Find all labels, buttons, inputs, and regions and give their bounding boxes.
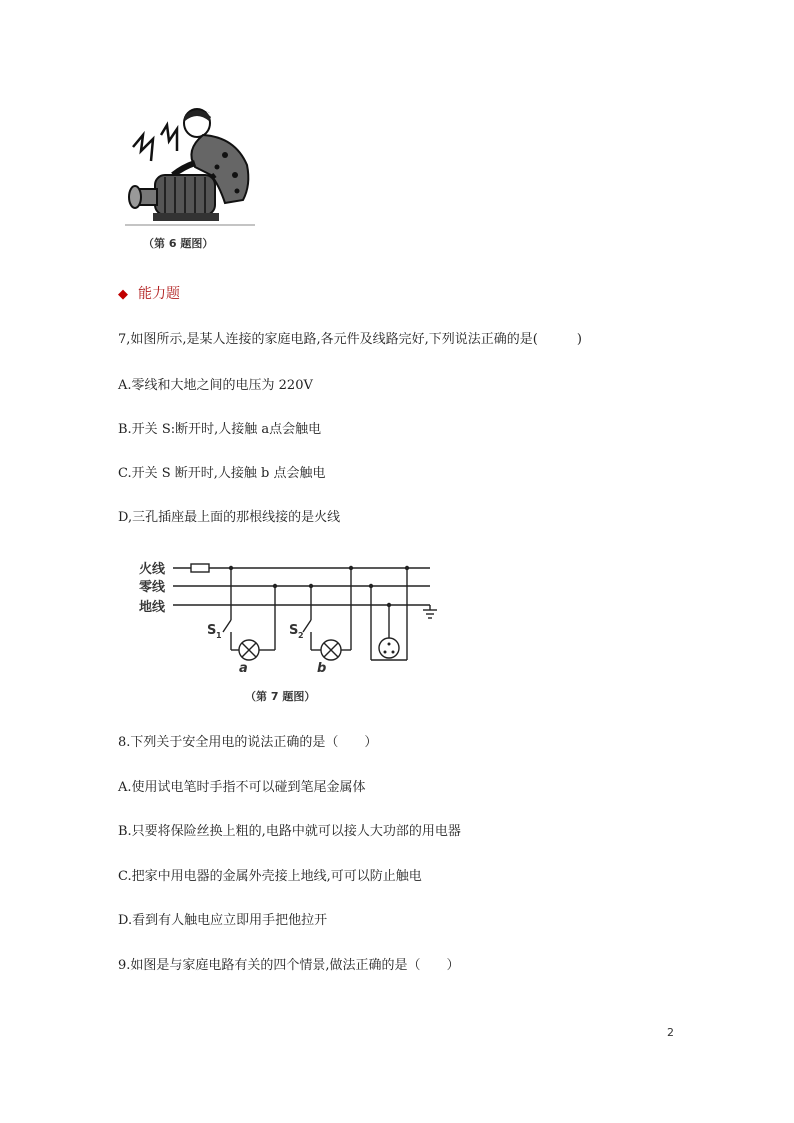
question-7-option-d: D,三孔插座最上面的那根线接的是火线 xyxy=(118,510,341,525)
switch-s2-icon xyxy=(303,620,311,632)
question-8-stem: 8.下列关于安全用电的说法正确的是（ ） xyxy=(118,735,378,750)
switch-s2-subscript: 2 xyxy=(298,631,304,640)
question-7-option-a: A.零线和大地之间的电压为 220V xyxy=(118,378,313,393)
lamp-b-icon xyxy=(321,640,341,660)
ground-wire-label: 地线 xyxy=(139,600,166,615)
diamond-bullet-icon: ◆ xyxy=(118,287,128,302)
earth-ground-icon xyxy=(423,605,437,618)
question-8-option-d: D.看到有人触电应立即用手把他拉开 xyxy=(118,913,328,928)
question-8-option-b: B.只要将保险丝换上粗的,电路中就可以接人大功部的用电器 xyxy=(118,824,461,839)
lamp-a-icon xyxy=(239,640,259,660)
point-a-label: a xyxy=(239,661,248,676)
switch-s2-label: S xyxy=(289,623,299,638)
question-9-stem: 9.如图是与家庭电路有关的四个情景,做法正确的是（ ） xyxy=(118,958,460,973)
switch-s1-label: S xyxy=(207,623,217,638)
question-8-option-c: C.把家中用电器的金属外壳接上地线,可可以防止触电 xyxy=(118,869,422,884)
fuse-icon xyxy=(191,564,209,572)
section-heading xyxy=(118,283,180,303)
lightning-bolt-icon xyxy=(133,135,153,161)
figure-7-circuit-diagram xyxy=(125,548,455,708)
question-8-option-a: A.使用试电笔时手指不可以碰到笔尾金属体 xyxy=(118,780,366,795)
three-hole-socket-icon xyxy=(379,638,399,658)
lightning-bolt-icon xyxy=(161,125,177,151)
live-wire-label: 火线 xyxy=(139,562,166,577)
switch-s1-subscript: 1 xyxy=(216,631,222,640)
question-7-option-b: B.开关 S:断开时,人接触 a点会触电 xyxy=(118,422,322,437)
neutral-wire-label: 零线 xyxy=(139,580,166,595)
figure-6-caption: （第 6 题图） xyxy=(143,237,214,250)
question-7-option-c: C.开关 S 断开时,人接触 b 点会触电 xyxy=(118,466,326,481)
question-7-stem: 7,如图所示,是某人连接的家庭电路,各元件及线路完好,下列说法正确的是( ) xyxy=(118,332,582,347)
figure-6 xyxy=(125,105,260,255)
electric-shock-illustration xyxy=(125,105,260,235)
page-number: 2 xyxy=(667,1026,674,1039)
section-title: 能力题 xyxy=(138,286,180,302)
point-b-label: b xyxy=(317,661,327,676)
figure-7-caption: （第 7 题图） xyxy=(245,690,316,703)
switch-s1-icon xyxy=(223,620,231,632)
